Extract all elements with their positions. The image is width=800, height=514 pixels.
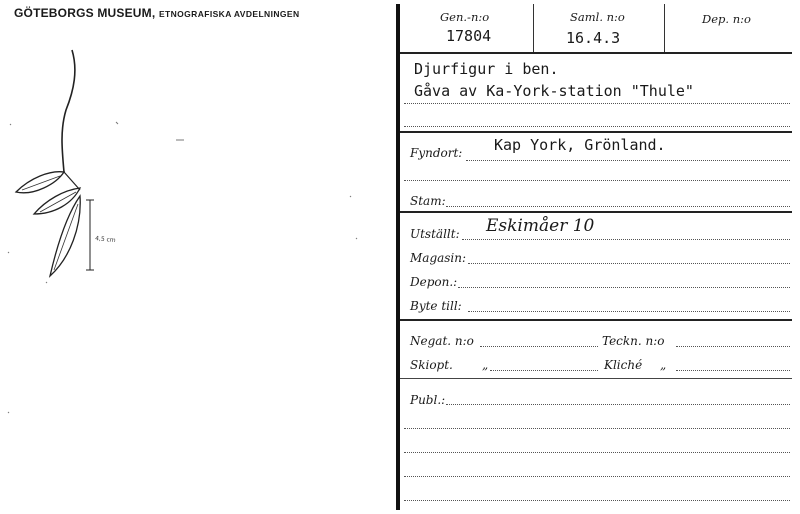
dotted-line <box>446 206 790 207</box>
dotted-line <box>404 126 790 127</box>
byte-till-label: Byte till: <box>410 299 462 313</box>
skiopt-label: Skiopt. <box>410 358 453 372</box>
divider-line <box>400 52 792 54</box>
negat-label: Negat. n:o <box>410 334 474 348</box>
dotted-line <box>404 103 790 104</box>
fyndort-label: Fyndort: <box>410 146 463 160</box>
object-sketch <box>0 0 396 514</box>
measurement-note: 4,5 cm <box>94 235 117 245</box>
saml-number-label: Saml. n:o <box>570 10 625 24</box>
divider-line <box>400 131 792 133</box>
dotted-line <box>466 160 790 161</box>
magasin-label: Magasin: <box>410 251 467 265</box>
skiopt-ditto: „ <box>482 358 489 372</box>
card-left-border <box>396 4 400 510</box>
divider-line <box>400 319 792 321</box>
dotted-line <box>404 180 790 181</box>
fyndort-value: Kap York, Grönland. <box>494 136 666 154</box>
dotted-line <box>468 311 790 312</box>
saml-number-value: 16.4.3 <box>566 29 621 47</box>
dotted-line <box>480 346 598 347</box>
kliche-ditto: „ <box>660 358 667 372</box>
utstallt-label: Utställt: <box>410 227 460 241</box>
dotted-line <box>446 404 790 405</box>
depon-label: Depon.: <box>410 275 458 289</box>
dotted-line <box>462 239 790 240</box>
dotted-line <box>458 287 790 288</box>
column-divider <box>533 4 534 52</box>
department-name: ETNOGRAFISKA AVDELNINGEN <box>158 9 300 19</box>
teckn-label: Teckn. n:o <box>602 334 665 348</box>
divider-line <box>400 378 792 379</box>
dotted-line <box>490 370 598 371</box>
gen-number-value: 17804 <box>446 27 492 45</box>
dotted-line <box>468 263 790 264</box>
dotted-line <box>676 346 790 347</box>
gen-number-label: Gen.-n:o <box>440 10 490 24</box>
utstallt-value: Eskimåer 10 <box>486 216 595 236</box>
dotted-line <box>404 428 790 429</box>
column-divider <box>664 4 665 52</box>
dotted-line <box>404 500 790 501</box>
description-line-1: Djurfigur i ben. <box>414 60 559 78</box>
publ-label: Publ.: <box>410 393 446 407</box>
description-line-2: Gåva av Ka-York-station "Thule" <box>414 82 694 100</box>
museum-name: GÖTEBORGS MUSEUM, <box>14 6 156 20</box>
stam-label: Stam: <box>410 194 446 208</box>
dotted-line <box>676 370 790 371</box>
kliche-label: Kliché <box>604 358 643 372</box>
dep-number-label: Dep. n:o <box>702 12 751 26</box>
dotted-line <box>404 476 790 477</box>
dotted-line <box>404 452 790 453</box>
divider-line <box>400 211 792 213</box>
